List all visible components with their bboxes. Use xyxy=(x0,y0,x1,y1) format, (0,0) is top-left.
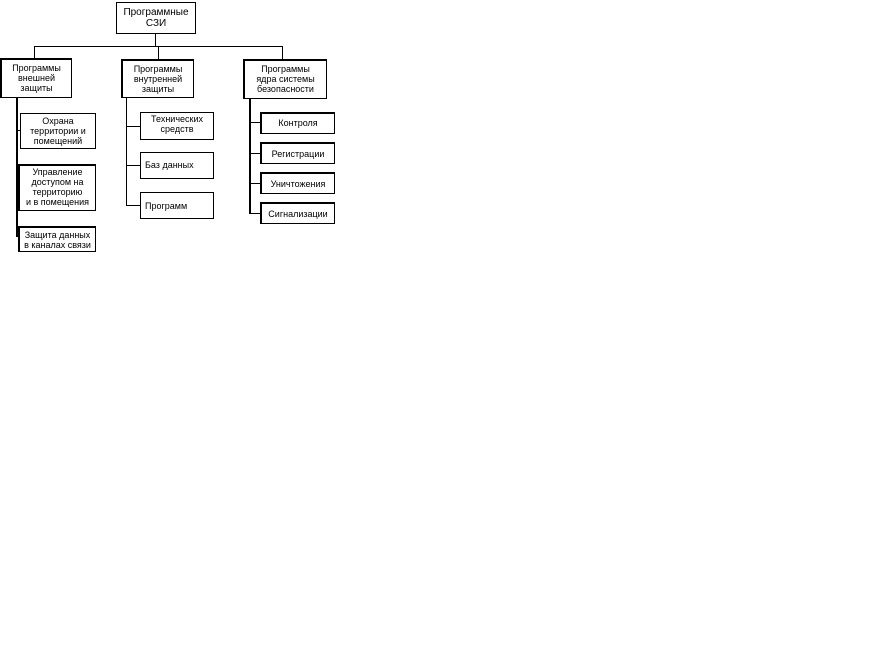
group-3-item-1-connector xyxy=(249,122,260,123)
group-2-spine xyxy=(126,97,127,206)
group-node-security-core: Программы ядра системы безопасности xyxy=(243,59,327,99)
item-alarm: Сигнализации xyxy=(260,202,335,224)
item-access-management: Управление доступом на территорию и в помещения xyxy=(18,164,96,211)
item-territory-guarding: Охрана территории и помещений xyxy=(20,113,96,149)
item-channel-data-protection: Защита данных в каналах связи xyxy=(18,226,96,252)
item-destruction: Уничтожения xyxy=(260,172,335,194)
group-2-item-3-connector xyxy=(126,205,140,206)
item-technical-means: Технических средств xyxy=(140,112,214,140)
root-node: Программные СЗИ xyxy=(116,2,196,34)
group-2-connector xyxy=(158,46,159,59)
item-databases: Баз данных xyxy=(140,152,214,179)
group-3-item-2-connector xyxy=(249,153,260,154)
group-node-external-protection: Программы внешней защиты xyxy=(0,58,72,98)
group-3-item-3-connector xyxy=(249,183,260,184)
item-programs: Программ xyxy=(140,192,214,219)
item-registration: Регистрации xyxy=(260,142,335,164)
group-3-item-4-connector xyxy=(249,213,260,214)
group-3-connector xyxy=(282,46,283,59)
group-2-item-2-connector xyxy=(126,165,140,166)
group-3-spine xyxy=(249,97,251,214)
group-node-internal-protection: Программы внутренней защиты xyxy=(121,59,194,98)
item-control: Контроля xyxy=(260,112,335,134)
group-1-connector xyxy=(34,46,35,58)
group-2-item-1-connector xyxy=(126,126,140,127)
